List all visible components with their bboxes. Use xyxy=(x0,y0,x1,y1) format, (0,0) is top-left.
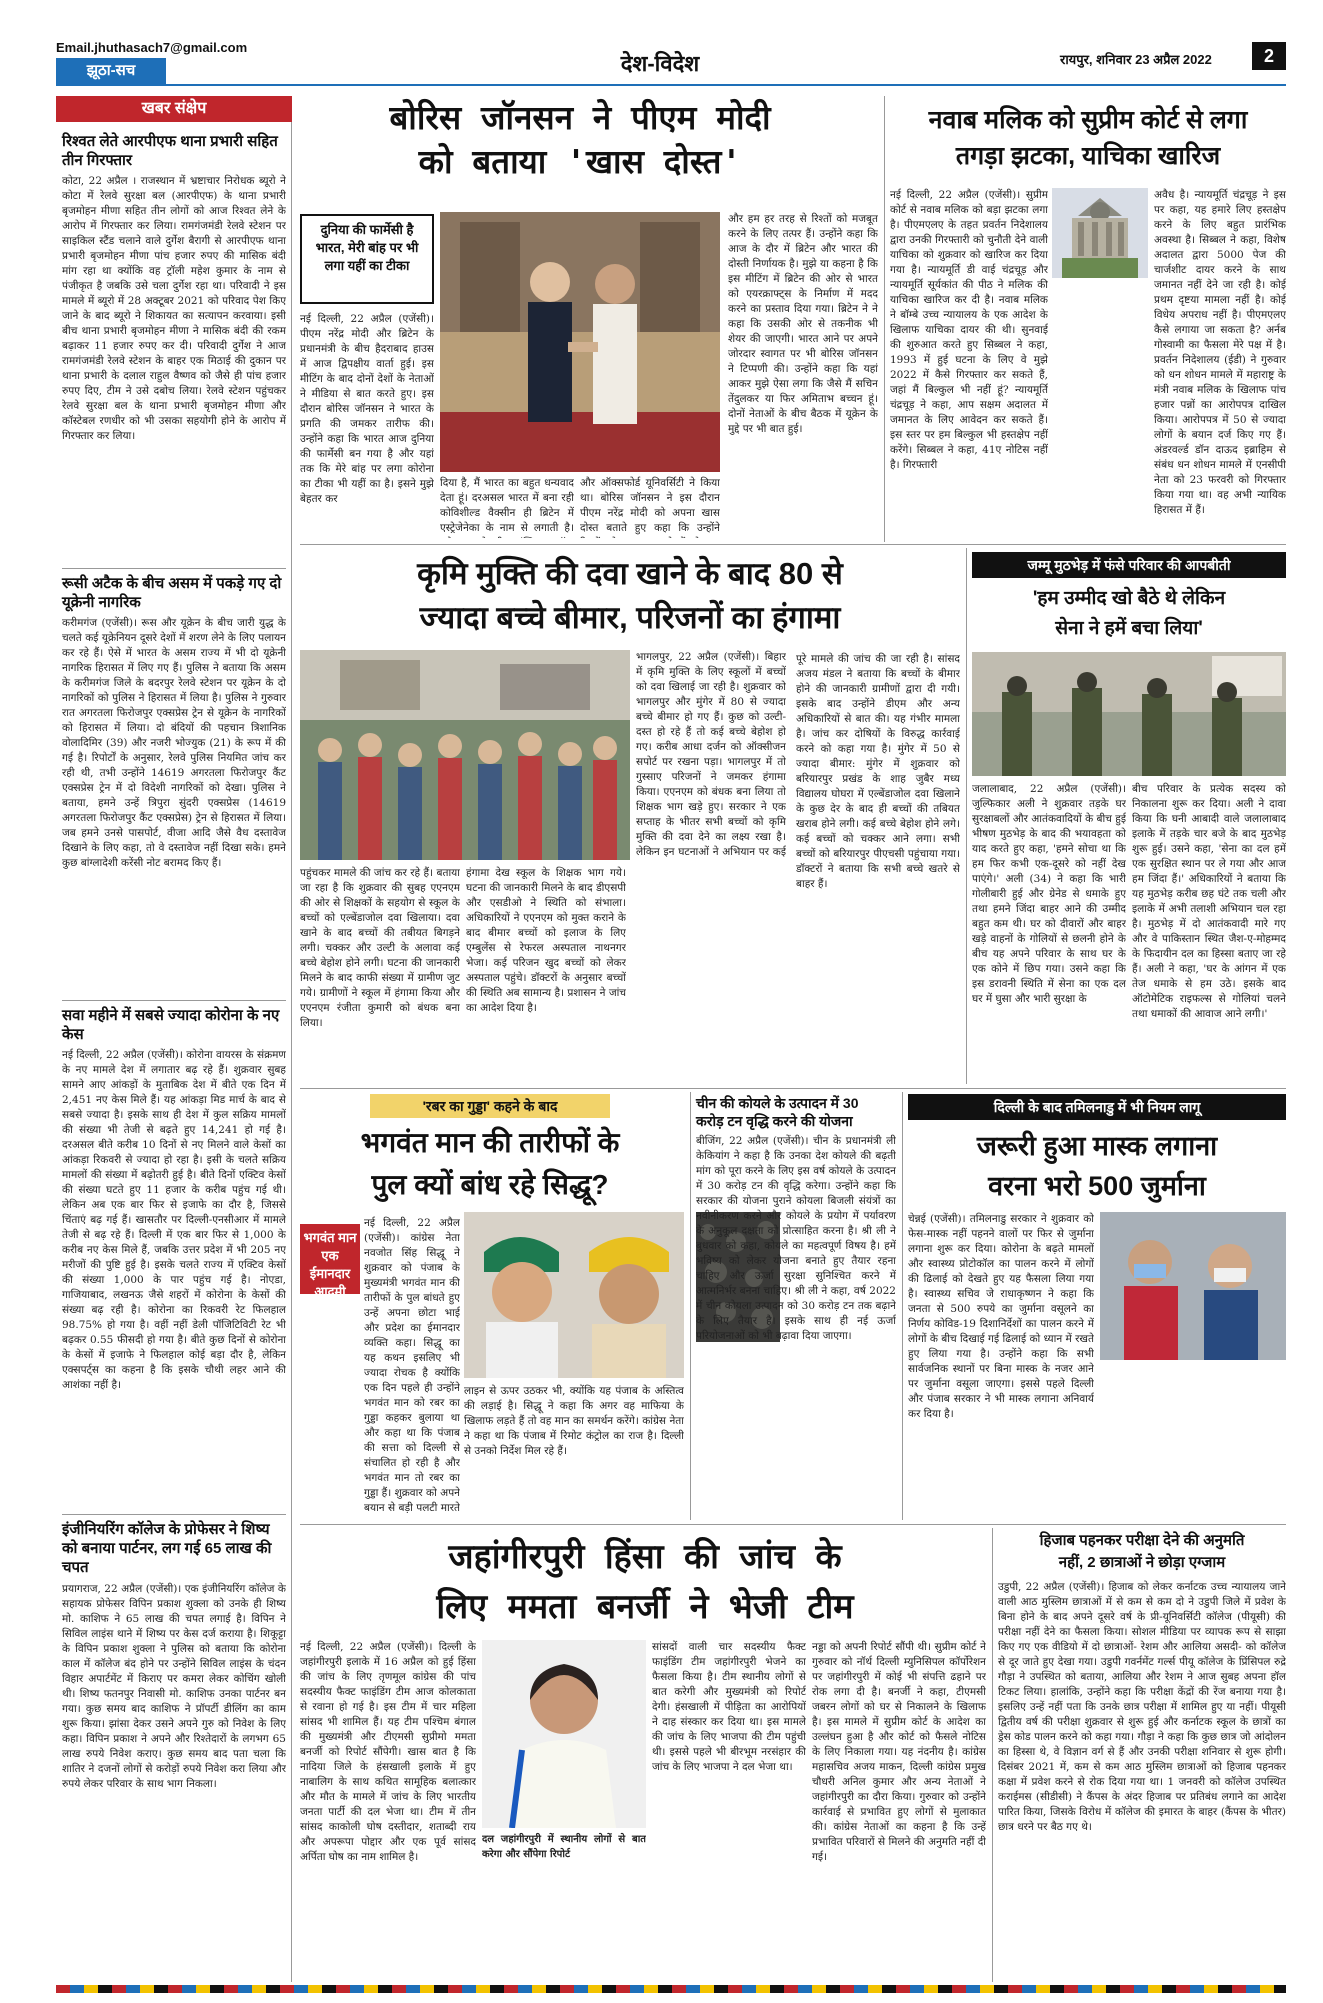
story6-col1: बीजिंग, 22 अप्रैल (एजेंसी)। चीन के प्रधानमंत्री ली केकियांग ने कहा है कि उनका देश कोयले की बढ़ती मांग को पूरा करने के लिए इस वर्ष कोयले के उत्पादन में 30 करोड़ टन की वृद्धि करेगा। उन्होंने कहा कि सरकार की योजना पुराने कोयला बिजली संयंत्रों का नवीनीकरण करने और कोयले के प्रयोग में पर्यावरण के अनुकूल दक्षता को प्रोत्साहित करना है। श्री ली ने बुधवार को कहा, कोयले का महत्वपूर्ण विषय है। हमें भविष्य को लेकर योजना बनाते हुए तैयार रहना चाहिए और ऊर्जा सुरक्षा सुनिश्चित करने में आत्मनिर्भर बनना चाहिए। श्री ली ने कहा, वर्ष 2022 में चीन कोयला उत्पादन को 30 करोड़ टन तक बढ़ाने के लिए तैयार है। इसके साथ ही नई ऊर्जा परियोजनाओं को भी बढ़ावा दिया जाएगा। xyxy=(696,1135,896,1342)
column-divider xyxy=(966,548,967,1084)
story1-headline-line1: बोरिस जॉनसन ने पीएम मोदी xyxy=(389,98,771,137)
email-address[interactable]: Email.jhuthasach7@gmail.com xyxy=(56,40,248,55)
section-title: देश-विदेश xyxy=(620,51,700,76)
story8-col1: नई दिल्ली, 22 अप्रैल (एजेंसी)। दिल्ली के जहांगीरपुरी इलाके में 16 अप्रैल को हुई हिंसा की जांच के लिए तृणमूल कांग्रेस की पांच सदस्यीय फैक्ट फाइंडिंग टीम आज कोलकाता से रवाना हो गई है। इस टीम में चार महिला सांसद भी शामिल हैं। यह टीम पश्चिम बंगाल की मुख्यमंत्री और टीएमसी सुप्रीमो ममता बनर्जी को रिपोर्ट सौंपेगी। खास बात है कि नादिया जिले के हंसखाली इलाके में हुए नाबालिग के साथ कथित सामूहिक बलात्कार और मौत के मामले में जांच के लिए भारतीय जनता पार्टी की दल भेजा था। टीम में तीन सांसद काकोली घोष दस्तीदार, शताब्दी राय और अपरूपा पोद्दार और एक पूर्व सांसद अर्पिता घोष का नाम शामिल है। xyxy=(300,1641,476,1863)
story3-col3: हंगामा देख स्कूल के शिक्षक भाग गये। घटना की जानकारी मिलने के बाद डीएसपी और एसडीओ ने स्थिति को संभाला। अधिकारियों ने एएनएम को मुक्त कराने के बाद बीमार बच्चों को इलाज के लिए एम्बुलेंस से रेफरल अस्पताल नाथनगर भेजा। कई परिजन खुद बच्चों को लेकर अस्पताल पहुंचे। डॉक्टरों के अनुसार बच्चों की स्थिति अब सामान्य है। प्रशासन ने जांच का आदेश दिया है। xyxy=(466,867,626,1014)
story5-headline xyxy=(300,1122,680,1206)
story1-col2: दिया है, मैं भारत का बहुत धन्यवाद देता हूं। दरअसल भारत में बना रही कोविशील्ड वैक्सीन ही ब्रिटेन में एस्ट्रेजेनेका के नाम से लगाती है। xyxy=(440,477,574,534)
story6-headline-line1: चीन की कोयले के उत्पादन में 30 xyxy=(696,1095,859,1111)
story4-col1: जलालाबाद, 22 अप्रैल (एजेंसी)। जुल्फिकार अली ने शुक्रवार तड़के घर सुरक्षाबलों और आतंकवादियों के बीच हुई भीषण मुठभेड़ के बाद की भयावहता को याद करते हुए कहा, 'हमने सोचा था कि हम फिर कभी एक-दूसरे को नहीं देख पाएंगे।' अली (34) ने कहा कि भारी गोलीबारी हुई और ग्रेनेड से धमाके हुए तथा हमने जिंदा बाहर आने की उम्मीद बहुत कम थी। घर को दीवारों और बाहर खड़े वाहनों के गोलियों से छलनी होने के बीच यह अपने परिवार के साथ घर के एक कोने में छिप गया। उसने कहा कि इस डरावनी स्थिति में सेना का एक दल घर में घुसा और भारी सुरक्षा के xyxy=(972,783,1126,1005)
brief-1-headline: रिश्वत लेते आरपीएफ थाना प्रभारी सहित तीन गिरफ्तार xyxy=(62,133,278,169)
story3-headline-line1: कृमि मुक्ति की दवा खाने के बाद 80 से xyxy=(417,556,843,591)
story3-col4: पूरे मामले की जांच की जा रही है। सांसद अजय मंडल ने बताया कि बच्चों के बीमार होने की जानकारी ग्रामीणों द्वारा दी गयी। इसके बाद उन्होंने डीएम और अन्य अधिकारियों से बात की। यह गंभीर मामला है। जांच कर दोषियों के विरुद्ध कार्रवाई करने को कहा गया है। मुंगेर में 50 से ज्यादा बीमार: मुंगेर में शुक्रवार को बरियारपुर प्रखंड के शाह जुबैर मध्य विद्यालय घोघरा में एल्बेंडाजोल दवा खिलाने के कुछ देर के बाद ही बच्चों की तबियत खराब होने लगी। कई बच्चे बेहोश होने लगे। कई बच्चों को चक्कर आने लगा। सभी बच्चों को बरियारपुर पीएचसी पहुंचाया गया। डॉक्टरों ने बताया कि सभी बच्चे खतरे से बाहर हैं। xyxy=(796,653,960,890)
story1-col3: और ऑक्सफोर्ड यूनिवर्सिटी ने किया था। बोरिस जॉनसन ने इस दौरान पीएम नरेंद्र मोदी को अपना खास दोस्त बताते हुए कहा कि उन्होंने xyxy=(580,477,720,534)
story2-headline xyxy=(890,102,1286,174)
photo-mamata xyxy=(482,1640,646,1828)
story1-pull-quote: दुनिया की फार्मेसी है भारत, मेरी बांह पर भी लगा यहीं का टीका xyxy=(300,214,434,304)
story9-headline-line2: नहीं, 2 छात्राओं ने छोड़ा एग्जाम xyxy=(1058,1554,1226,1571)
story2-headline-line1: नवाब मलिक को सुप्रीम कोर्ट से लगा xyxy=(928,106,1248,134)
story7-kicker: दिल्ली के बाद तमिलनाडु में भी नियम लागू xyxy=(908,1094,1286,1120)
photo-soldiers xyxy=(972,652,1286,776)
story8-col3: नड्डा को अपनी रिपोर्ट सौंपी थी। सुप्रीम कोर्ट ने गुरुवार को नॉर्थ दिल्ली म्युनिसिपल कॉर्पोरेशन पर जहांगीरपुरी में कोई भी संपत्ति ढहाने पर रोक लगा दी है। बनर्जी ने कहा, टीएमसी जबरन लोगों को घर से निकालने के खिलाफ है। इस मामले में सुप्रीम कोर्ट के आदेश का उल्लंघन हुआ है और कोर्ट को फैसले नोटिस के लिए निकाला गया। यह नंदनीय है। कांग्रेस महासचिव अजय माकन, दिल्ली कांग्रेस प्रमुख चौधरी अनिल कुमार और अन्य नेताओं ने जहांगीरपुरी का दौरा किया। गुरुवार को उन्होंने कार्रवाई से प्रभावित हुए लोगों से मुलाकात की। कांग्रेस नेताओं का कहना है कि उन्हें प्रभावित परिवारों से मिलने की अनुमति नहीं दी गई। xyxy=(812,1641,986,1863)
story4-col2: बीच परिवार के प्रत्येक सदस्य को निकालना शुरू कर दिया। अली ने दावा किया कि घनी आबादी वाले जलालाबाद इलाके में तड़के चार बजे के बाद मुठभेड़ शुरू हुई। उसने कहा, 'सेना का दल हमें एक सुरक्षित स्थान पर ले गया और आज हम जिंदा हैं।' अधिकारियों ने बताया कि यह मुठभेड़ करीब छह घंटे तक चली और इलाके में अभी तलाशी अभियान चल रहा है। मुठभेड़ में दो आतंकवादी मारे गए और वे पाकिस्तान स्थित जैश-ए-मोहम्मद के फिदायीन दल का हिस्सा बताए जा रहे हैं। अली ने कहा, 'घर के आंगन में एक तेज धमाके से हम उठे। इसके बाद ऑटोमेटिक राइफल्स से गोलियां चलने तथा धमाकों की आवाज आने लगी।' xyxy=(1132,783,1286,1020)
brief-3-headline: सवा महीने में सबसे ज्यादा कोरोना के नए केस xyxy=(62,1007,280,1043)
story4-headline-line2: सेना ने हमें बचा लिया' xyxy=(1055,618,1203,639)
mamata-banerjee-photo xyxy=(482,1640,646,1828)
army-soldiers-photo xyxy=(972,652,1286,776)
photo-caption: दल जहांगीरपुरी में स्थानीय लोगों से बात करेगा और सौंपेगा रिपोर्ट xyxy=(482,1834,646,1860)
story9-col1: उडुपी, 22 अप्रैल (एजेंसी)। हिजाब को लेकर कर्नाटक उच्च न्यायालय जाने वाली आठ मुस्लिम छात्राओं में से कम से कम दो ने उडुपी जिले में प्रवेश के बिना होने के बाद अपने दूसरे वर्ष के प्री-यूनिवर्सिटी कॉलेज (पीयूसी) की परीक्षा नहीं देने का फैसला किया। सोशल मीडिया पर व्यापक रूप से साझा किए गए एक वीडियो में दो छात्राओं- रेशम और आलिया असदी- को कॉलेज से दूर जाते हुए देखा गया। उडुपी गवर्नमेंट गर्ल्स पीयू कॉलेज के प्रिंसिपल रुद्रे गौड़ा ने उपस्थित को बताया, आलिया और रेशम ने आज सुबह अपना हॉल टिकट लिया। हालांकि, उन्होंने कहा कि परीक्षा केंद्रों की रेंज बनाया गया है। इसलिए उन्हें नहीं पता कि उनके छात्र परीक्षा में शामिल हुए या नहीं। पीयूसी द्वितीय वर्ष की परीक्षा शुक्रवार से शुरू हुई और कर्नाटक स्कूल के छात्रों का ड्रेस कोड पालन करने को कहा गया। गौड़ा ने कहा कि कुछ छात्र जो आंदोलन का हिस्सा थे, वे विज्ञान वर्ग से हैं और उनकी परीक्षा शनिवार से शुरू होगी। दिसंबर 2021 में, कम से कम आठ मुस्लिम छात्राओं को हिजाब पहनकर कक्षा में प्रवेश करने से रोक दिया गया था। 1 जनवरी को कॉलेज उपस्थित कराईमस (सीडीसी) ने कैंपस के अंदर हिजाब पर प्रतिबंध लगाने का आदेश पारित किया, जिसके विरोध में कॉलेज की इमारत के बाहर (कैंपस के भीतर) छात्र धरने पर बैठ गए थे। xyxy=(998,1581,1286,1833)
brief-4-body: प्रयागराज, 22 अप्रैल (एजेंसी)। एक इंजीनियरिंग कॉलेज के सहायक प्रोफेसर विपिन प्रकाश शुक्ला को उनके ही शिष्य मो. काशिफ ने 65 लाख की चपत लगाई है। विपिन ने सिविल लाइंस थाने में शिष्य पर केस दर्ज कराया है। शिकूट्टा के विपिन प्रकाश शुक्ला ने पुलिस को बताया कि कोरोना काल में कॉलेज बंद होने पर उन्होंने सिविल लाइंस के चंदन विहार अपार्टमेंट में किराए पर कमरा लेकर कोचिंग खोली थी। शिष्य फतनपुर निवासी मो. काशिफ उनका पार्टनर बन गया। कुछ समय बाद काशिफ ने प्रॉपर्टी डीलिंग का काम शुरू किया। झांसा देकर उसने अपने गुरु को निवेश के लिए कहा। विपिन प्रकाश ने अपने और रिश्तेदारों के लगभग 65 लाख रुपये निवेश कराए। कुछ समय बाद पता चला कि शातिर ने दजनों लोगों से करोड़ों रुपये निवेश करा लिया और रुपये लेकर परिवार के साथ भाग निकला। xyxy=(62,1583,286,1790)
column-divider xyxy=(902,1092,903,1520)
section-divider xyxy=(300,544,1286,545)
story5-headline-line1: भगवंत मान की तारीफों के xyxy=(360,1127,620,1158)
story3-headline-line2: ज्यादा बच्चे बीमार, परिजनों का हंगामा xyxy=(419,600,841,635)
photo-court-building xyxy=(1052,188,1148,278)
masked-people-photo xyxy=(1100,1212,1286,1360)
column-divider xyxy=(992,1528,993,1982)
story5-side-box: भगवंत मान एक ईमानदार आदमी xyxy=(300,1224,360,1294)
story4-headline xyxy=(972,584,1286,644)
story4-kicker: जम्मू मुठभेड़ में फंसे परिवार की आपबीती xyxy=(972,552,1286,578)
page-number: 2 xyxy=(1252,42,1286,70)
story1-col1: नई दिल्ली, 22 अप्रैल (एजेंसी)। पीएम नरेंद्र मोदी और ब्रिटेन के प्रधानमंत्री के बीच हैदराबाद हाउस में आज द्विपक्षीय वार्ता हुई। इस मीटिंग के बाद दोनों देशों के नेताओं ने मीडिया से बात करते हुए। इस दौरान बोरिस जॉनसन ने भारत के प्रगति की जमकर तारीफ की। उन्होंने कहा कि भारत आज दुनिया की फार्मेसी बन गया है और यहां तक कि मेरे बांह पर लगा कोरोना का टीका भी यहीं का है। इसने मुझे बेहतर कर xyxy=(300,313,434,505)
column-divider xyxy=(884,96,885,542)
story5-col2: लाइन से ऊपर उठकर भी, क्योंकि यह पंजाब के अस्तित्व की लड़ाई है। सिद्धू ने कहा कि अगर वह माफिया के खिलाफ लड़ते हैं तो वह मान का समर्थन करेंगे। कांग्रेस नेता ने कहा था कि पंजाब में रिमोट कंट्रोल का राज है। दिल्ली से उनको निर्देश मिल रहे हैं। xyxy=(464,1385,684,1457)
story5-col1: नई दिल्ली, 22 अप्रैल (एजेंसी)। कांग्रेस नेता नवजोत सिंह सिद्धू ने शुक्रवार को पंजाब के मुख्यमंत्री भगवंत मान की तारीफों के पुल बांधते हुए उन्हें अपना छोटा भाई और प्रदेश का ईमानदार व्यक्ति कहा। सिद्धू का यह कथन इसलिए भी ज्यादा रोचक है क्योंकि एक दिन पहले ही उन्होंने भगवंत मान को रबर का गुड्डा कहकर बुलाया था और कहा था कि पंजाब की सत्ता को दिल्ली से संचालित हो रही है और भगवंत मान तो रबर का गुड्डा हैं। शुक्रवार को अपने बयान से बड़ी पलटी मारते xyxy=(364,1217,460,1514)
column-divider xyxy=(690,1092,691,1520)
modi-johnson-photo xyxy=(440,212,720,472)
dateline: रायपुर, शनिवार 23 अप्रैल 2022 xyxy=(1060,52,1212,67)
story9-headline-line1: हिजाब पहनकर परीक्षा देने की अनुमति xyxy=(1039,1532,1245,1549)
story8-headline-line1: जहांगीरपुरी हिंसा की जांच के xyxy=(448,1537,842,1577)
story1-headline-line2: को बताया 'खास दोस्त' xyxy=(418,142,742,181)
masthead xyxy=(0,0,1323,110)
story3-col1: भागलपुर, 22 अप्रैल (एजेंसी)। बिहार में कृमि मुक्ति के लिए स्कूलों में बच्चों को दवा खिलाई जा रही है। शुक्रवार को भागलपुर और मुंगेर में 80 से ज्यादा बच्चे बीमार हो गए हैं। कुछ को उल्टी-दस्त हो रहे हैं तो कई बच्चे बेहोश हो गए। करीब आधा दर्जन को ऑक्सीजन सपोर्ट पर रखना पड़ा। भागलपुर में तो गुस्साए परिजनों ने जमकर हंगामा किया। एएनएम को बंधक बना लिया तो शिक्षक भाग खड़े हुए। सरकार ने एक सप्ताह के भीतर सभी बच्चों को कृमि मुक्ति की दवा देने का लक्ष्य रखा है। लेकिन इन घटनाओं ने अभियान पर कई xyxy=(636,651,786,858)
story7-headline-line1: जरूरी हुआ मास्क लगाना xyxy=(976,1131,1218,1161)
color-registration-strip xyxy=(56,1985,1286,1993)
story9-headline xyxy=(998,1530,1286,1574)
story1-col4: और हम हर तरह से रिश्तों को मजबूत करने के लिए तत्पर हैं। उन्होंने कहा कि आज के दौर में ब्रिटेन और भारत की दोस्ती निर्णायक है। मुझे या कहना है कि इस मीटिंग में ब्रिटेन की ओर से भारत को एयरक्राफ्ट्स के निर्माण में मदद करने का प्रस्ताव दिया गया। ब्रिटेन ने ने कहा कि उसकी ओर से तकनीक भी शेयर की जाएगी। भारत आने पर अपने जोरदार स्वागत पर भी बोरिस जॉनसन ने टिप्पणी की। उन्होंने कहा कि यहां आकर मुझे ऐसा लगा कि जैसे मैं सचिन तेंदुलकर या फिर अमिताभ बच्चन हूं। दोनों नेताओं के बीच बैठक में यूक्रेन के मुद्दे पर भी बात हुई। xyxy=(728,213,878,435)
sidhu-mann-photo xyxy=(464,1212,684,1378)
story6-headline-line2: करोड़ टन वृद्धि करने की योजना xyxy=(696,1113,853,1129)
news-briefs-column xyxy=(56,96,292,1982)
photo-masks xyxy=(1100,1212,1286,1360)
divider xyxy=(62,568,286,569)
supreme-court-photo xyxy=(1052,188,1148,278)
brief-1-body: कोटा, 22 अप्रैल । राजस्थान में भ्रष्टाचार निरोधक ब्यूरो ने कोटा में रेलवे सुरक्षा बल (आरपीएफ) के थाना प्रभारी बृजमोहन मीणा सहित तीन लोगों को आज रिश्वत लेने के आरोप में गिरफ्तार कर लिया। रामगंजमंडी रेलवे स्टेशन पर साइकिल स्टैंड चलाने वाले दुर्गेश बैरागी से आरपीएफ थाना प्रभारी बृजमोहन मीणा पांच हजार रुपए की मासिक बंदी मांग रहा था क्योंकि वह ट्रॉली महेश कुमार के नाम से पंजीकृत है जबकि उसे चला दुर्गेश रहा था। परिवादी ने इस मामले में ब्यूरो में 28 अक्टूबर 2021 को परिवाद पेश किए जाने के बाद ब्यूरो ने शिकायत का सत्यापन करवाया। इसी बीच थाना प्रभारी बृजमोहन मीणा ने मासिक बंदी की रकम बढ़ाकर 11 हजार रुपए कर दी। परिवादी दुर्गेश ने आज रामगंजमंडी रेलवे स्टेशन के बाहर एक मिठाई की दुकान पर थाना प्रभारी के दलाल राहुल वैष्णव को जैसे ही पांच हजार रुपए दिए, टीम ने उसे दबोच लिया। रेलवे स्टेशन पहुंचकर रेलवे सुरक्षा बल के थाना प्रभारी बृजमोहन मीणा और कॉस्टेबल रणधीर को भी उसका सहयोगी होने के आरोप में गिरफ्तार कर लिया। xyxy=(62,175,286,442)
story8-headline xyxy=(300,1532,990,1632)
brief-2-headline: रूसी अटैक के बीच असम में पकड़े गए दो यूक्रेनी नागरिक xyxy=(62,575,282,611)
story3-col3b xyxy=(636,866,786,1080)
story8-col2: सांसदों वाली चार सदस्यीय फैक्ट फाइंडिंग टीम जहांगीरपुरी भेजने का फैसला किया है। टीम स्थानीय लोगों से बात करेगी और मुख्यमंत्री को रिपोर्ट देगी। हंसखाली में पीड़िता का आरोपियों ने दाह संस्कार कर दिया था। इस मामले की जांच के लिए भाजपा की टीम पहुंची थी। इससे पहले भी बीरभूम नरसंहार की जांच के लिए भाजपा ने दल भेजा था। xyxy=(652,1641,806,1773)
section-divider xyxy=(300,1524,1286,1525)
story4-headline-line1: 'हम उम्मीद खो बैठे थे लेकिन xyxy=(1032,588,1226,609)
story3-headline xyxy=(300,552,960,640)
story7-headline-line2: वरना भरो 500 जुर्माना xyxy=(988,1171,1206,1201)
section-divider xyxy=(300,1088,1286,1089)
brief-3-body: नई दिल्ली, 22 अप्रैल (एजेंसी)। कोरोना वायरस के संक्रमण के नए मामले देश में लगातार बढ़ रहे हैं। शुक्रवार सुबह सामने आए आंकड़ों के मुताबिक देश में बीते एक दिन में 2,451 नए केस मिले हैं। यह आंकड़ा मिड मार्च के बाद से सबसे ज्यादा है। इसके साथ ही देश में कुल सक्रिय मामलों की संख्या भी तेजी से बढ़ते हुए 14,241 हो गई है। दरअसल बीते करीब 10 दिनों से नए मिलने वाले केसों का आंकड़ा रिकवरी से ज्यादा हो रहा है। इसी के चलते सक्रिय मामलों की संख्या में बढ़ोतरी हुई है। बीते दिनों एक्टिव केसों की संख्या घटते हुए 11 हजार के करीब पहुंच गई थी। लेकिन अब एक बार फिर से इजाफे का दौर है, जिससे चिंताएं बढ़ गई हैं। खासतौर पर दिल्ली-एनसीआर में मामले तेजी से बढ़ रहे हैं। दिल्ली में एक बार फिर से 1,000 के करीब नए केस मिले हैं, जबकि उत्तर प्रदेश में भी 205 नए मरीजों की पुष्टि हुई है। इसके चलते राज्य में एक्टिव केसों की संख्या 1,000 के पार पहुंच गई है। नोएडा, गाजियाबाद, लखनऊ जैसे शहरों में कोरोना के केसों की संख्या बढ़ रही है। कोरोना का रिकवरी रेट फिलहाल 98.75% हो गया है। वहीं नहीं डेली पॉजिटिविटी रेट भी बढ़कर 0.55 फीसदी हो गया है। बीते कुछ दिनों से कोरोना के केसों में इजाफे ने फिलहाल कोई बड़ा दौर है, लेकिन एक्सपर्ट्स का कहना है कि इसके चौथी लहर आने की आशंका नहीं है। xyxy=(62,1049,286,1391)
divider xyxy=(62,1000,286,1001)
header-rule xyxy=(56,84,1286,86)
story5-kicker: 'रबर का गुड्डा' कहने के बाद xyxy=(370,1094,610,1118)
story2-headline-line2: तगड़ा झटका, याचिका खारिज xyxy=(955,142,1221,170)
story6-headline xyxy=(696,1094,896,1130)
brief-4-headline: इंजीनियरिंग कॉलेज के प्रोफेसर ने शिष्य को बनाया पार्टनर, लग गई 65 लाख की चपत xyxy=(62,1521,272,1576)
divider xyxy=(62,1514,286,1515)
story1-headline xyxy=(300,96,860,184)
story8-headline-line2: लिए ममता बनर्जी ने भेजी टीम xyxy=(436,1587,854,1627)
photo-politicians xyxy=(464,1212,684,1378)
crowd-protest-photo xyxy=(300,650,630,860)
story7-col1: चेन्नई (एजेंसी)। तमिलनाडु सरकार ने शुक्रवार को फेस-मास्क नहीं पहनने वालों पर फिर से जुर्माना लगाना शुरू कर दिया। कोरोना के बढ़ते मामलों और स्वास्थ्य प्रोटोकॉल का पालन करने में लोगों की ढिलाई को देखते हुए यह फैसला लिया गया है। स्वास्थ्य सचिव जे राधाकृष्णन ने कहा कि जनता से 500 रुपये का जुर्माना वसूलने का निर्णय कोविड-19 दिशानिर्देशों का पालन करने में लोगों के बीच दिखाई गई ढिलाई को ध्यान में रखते हुए लिया गया है। उन्होंने कहा कि सभी सार्वजनिक स्थानों पर बिना मास्क के नजर आने पर जुर्माना वसूला जाएगा। इससे पहले दिल्ली और पंजाब सरकार ने भी मास्क लगाना अनिवार्य कर दिया है। xyxy=(908,1213,1094,1420)
brief-2-body: करीमगंज (एजेंसी)। रूस और यूक्रेन के बीच जारी युद्ध के चलते कई यूक्रेनियन दूसरे देशों में शरण लेने के लिए पलायन कर रहे हैं। ऐसे में भारत के असम राज्य में भी दो यूक्रेनी नागरिक हिरासत में लिए गए हैं। पुलिस ने बताया कि असम के करीमगंज जिले के बदरपुर रेलवे स्टेशन पर यूक्रेन के दो नागरिकों को पुलिस ने हिरासत में लिया है। पुलिस ने गुरुवार रात अगरतला फिरोजपुर एक्सप्रेस ट्रेन से यूक्रेन के नागरिकों को हिरासत में लिया। दो बंदियों की पहचान त्रिशानिक वोलादिमिर (39) और नजरी भोज्युक (21) के रूप में की गई है। रिपोर्टों के अनुसार, रेलवे पुलिस नियमित जांच कर रही थी, तभी उन्होंने 14619 अगरतला फिरोजपुर कैंट एक्सप्रेस ट्रेन में दो विदेशी नागरिकों को देखा। पुलिस ने बताया, हमने उन्हें त्रिपुरा सुंदरी एक्सप्रेस (14619 अगरतला फिरोजपुर कैंट एक्सप्रेस) ट्रेन से हिरासत में लिया। जब हमने उनसे पासपोर्ट, वीजा आदि जैसे वैध दस्तावेज दिखाने के लिए कहा, तो वे दस्तावेज नहीं दिखा सके। हमने कुछ बांग्लादेशी करेंसी नोट बरामद किए हैं। xyxy=(62,617,286,869)
story5-headline-line2: पुल क्यों बांध रहे सिद्धू? xyxy=(371,1169,609,1200)
photo-handshake xyxy=(440,212,720,472)
story2-col1: नई दिल्ली, 22 अप्रैल (एजेंसी)। सुप्रीम कोर्ट से नवाब मलिक को बड़ा झटका लगा है। पीएमएलए के तहत प्रवर्तन निदेशालय द्वारा उनकी गिरफ्तारी को चुनौती देने वाली याचिका को शुक्रवार को खारिज कर दिया गया है। न्यायमूर्ति डी वाई चंद्रचूड़ और न्यायमूर्ति सूर्यकांत की पीठ ने मलिक की याचिका खारिज कर दी है। नवाब मलिक ने बॉम्बे उच्च न्यायालय के एक आदेश के खिलाफ याचिका दायर की थी। सुनवाई की शुरुआत करते हुए सिब्बल ने कहा, 1993 में हुई घटना के लिए वे मुझे 2022 में कैसे गिरफ्तार कर सकते हैं, जहां मैं बिल्कुल भी नहीं हूं? न्यायमूर्ति चंद्रचूड़ ने कहा, आप सक्षम अदालत में जमानत के लिए आवेदन कर सकते हैं। इस स्तर पर हम बिल्कुल भी हस्तक्षेप नहीं करेंगे। सिब्बल ने कहा, 41ए नोटिस नहीं है। गिरफ्तारी xyxy=(890,189,1048,471)
photo-crowd xyxy=(300,650,630,860)
briefs-title: खबर संक्षेप xyxy=(56,96,292,122)
story2-col2: अवैध है। न्यायमूर्ति चंद्रचूड़ ने इस पर कहा, यह हमारे लिए हस्तक्षेप करने के लिए बहुत प्रारंभिक अवस्था है। सिब्बल ने कहा, विशेष अदालत द्वारा 5000 पेज की चार्जशीट दायर करने के साथ जमानत नहीं देने जा रही है। कोई प्रथम दृष्टया मामला नहीं है। कोई विधेय अपराध नहीं है। पीएमएलए कैसे लगाया जा सकता है? अर्नब गोस्वामी का फैसला मेरे पक्ष में है। प्रवर्तन निदेशालय (ईडी) ने गुरुवार को धन शोधन मामले में महाराष्ट्र के मंत्री नवाब मलिक के खिलाफ पांच हजार पन्नों का आरोपपत्र दाखिल किया। आरोपपत्र में 50 से ज्यादा लोगों के बयान दर्ज किए गए हैं। अंडरवर्ल्ड डॉन दाऊद इब्राहिम से संबंध धन शोधन मामले में एनसीपी नेता को 23 फरवरी को गिरफ्तार किया गया था। वह अभी न्यायिक हिरासत में हैं। xyxy=(1154,189,1286,516)
story3-col2: पहुंचकर मामले की जांच कर रहे हैं। बताया जा रहा है कि शुक्रवार की सुबह एएनएम की ओर से शिक्षकों के सहयोग से स्कूल के बच्चों को एल्बेंडाजोल दवा खिलाया। दवा खाने के बाद बच्चों की तबीयत बिगड़ने लगी। चक्कर और उल्टी के अलावा कई बच्चे बेहोश होने लगी। घटना की जानकारी मिलने के बाद काफी संख्या में ग्रामीण जुट गये। ग्रामीणों ने स्कूल में हंगामा किया और एएनएम रंजीता कुमारी को बंधक बना लिया। xyxy=(300,867,460,1029)
paper-logo: झूठा-सच xyxy=(56,58,166,84)
story7-headline xyxy=(908,1126,1286,1206)
